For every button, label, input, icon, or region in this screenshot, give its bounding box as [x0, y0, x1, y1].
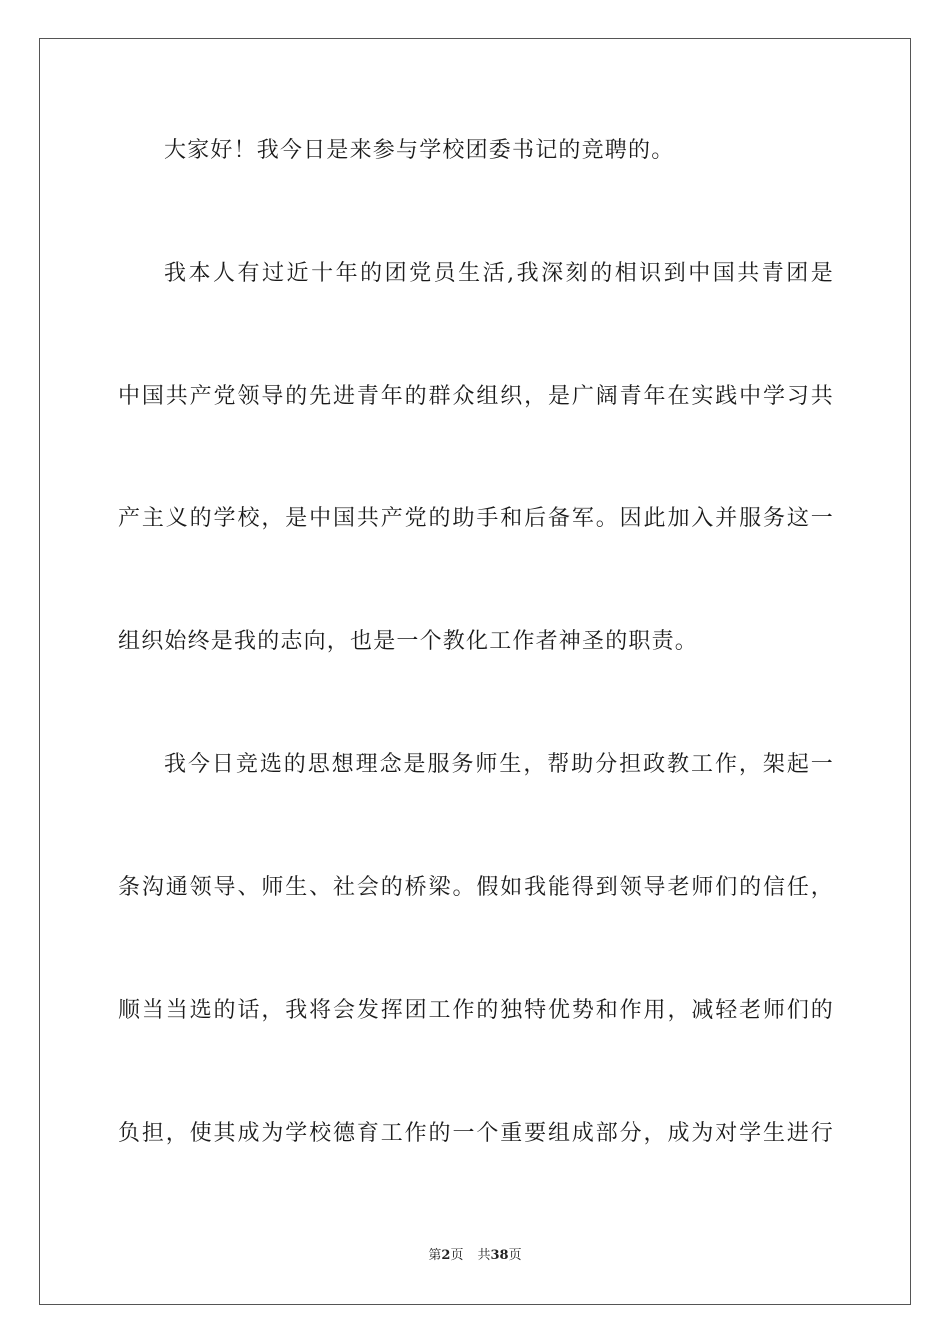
text-line-9: 负担，使其成为学校德育工作的一个重要组成部分，成为对学生进行: [118, 1121, 834, 1146]
text-line-1: 大家好！我今日是来参与学校团委书记的竞聘的。: [164, 138, 675, 163]
page-footer: [0, 1247, 950, 1265]
text-line-8: 顺当当选的话，我将会发挥团工作的独特优势和作用，减轻老师们的: [118, 998, 834, 1023]
text-line-6: 我今日竞选的思想理念是服务师生，帮助分担政教工作，架起一: [164, 752, 834, 777]
page-prefix: 第: [428, 1248, 442, 1263]
text-line-7: 条沟通领导、师生、社会的桥梁。假如我能得到领导老师们的信任，: [118, 875, 834, 900]
total-prefix: 共: [477, 1248, 491, 1263]
text-line-5: 组织始终是我的志向，也是一个教化工作者神圣的职责。: [118, 629, 699, 654]
total-pages: 38: [490, 1248, 509, 1263]
text-line-3: 中国共产党领导的先进青年的群众组织，是广阔青年在实践中学习共: [118, 384, 834, 409]
page-suffix: 页: [450, 1248, 464, 1263]
page-number: 2: [441, 1248, 451, 1263]
total-suffix: 页: [508, 1248, 522, 1263]
text-line-4: 产主义的学校，是中国共产党的助手和后备军。因此加入并服务这一: [118, 506, 834, 531]
text-line-2: 我本人有过近十年的团党员生活,我深刻的相识到中国共青团是: [164, 261, 834, 286]
page-border: [39, 38, 911, 1305]
